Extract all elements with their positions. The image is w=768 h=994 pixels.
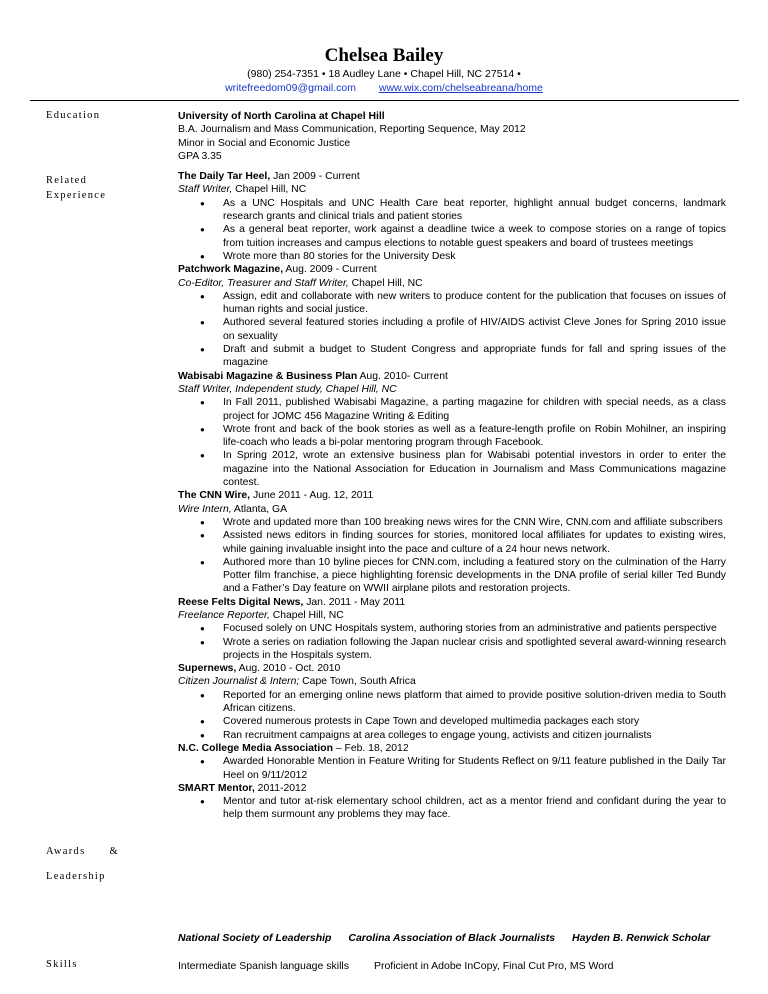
- award-item: Hayden B. Renwick Scholar: [572, 932, 711, 944]
- list-item: ● As a general beat reporter, work against a deadline twice a week to compose stories on a range of topics from tuition increases and campus elections to notable guest speakers and board of trustees meetings: [178, 223, 726, 250]
- list-item: ● In Spring 2012, wrote an extensive business plan for Wabisabi potential investors in order to enter the magazine into the National Association for Education in Journalism and Mass Communications magazine contest.: [178, 449, 726, 489]
- leadership-entry: [178, 782, 726, 822]
- list-item: ● Awarded Honorable Mention in Feature Writing for Students Reflect on 9/11 feature published in the Daily Tar Heel on 9/11/2012: [178, 755, 726, 782]
- contact-line: (980) 254-7351 • 18 Audley Lane • Chapel Hill, NC 27514 •: [247, 68, 521, 80]
- award-item: National Society of Leadership: [178, 932, 332, 944]
- minor: Minor in Social and Economic Justice: [178, 137, 351, 149]
- header-divider: [30, 100, 739, 101]
- skills-list: [178, 960, 738, 972]
- leadership-heading: SMART Mentor, 2011-2012: [178, 782, 307, 794]
- section-label-line: Awards &: [46, 846, 119, 857]
- section-related-experience: [46, 173, 106, 203]
- list-item: ● Draft and submit a budget to Student Congress and appropriate funds for fall and spring issues of the magazine: [178, 343, 726, 370]
- award-item: Carolina Association of Black Journalists: [348, 932, 556, 944]
- section-label-line: Leadership: [46, 871, 106, 882]
- section-label-line: Related: [46, 175, 88, 186]
- job-heading: Supernews, Aug. 2010 - Oct. 2010: [178, 663, 341, 675]
- section-skills: Skills: [46, 959, 78, 970]
- section-education: Education: [46, 110, 101, 121]
- list-item: ● Focused solely on UNC Hospitals system, authoring stories from an administrative and patients perspective: [178, 622, 726, 635]
- job-heading: Patchwork Magazine, Aug. 2009 - Current: [178, 264, 377, 276]
- job-role: Staff Writer, Chapel Hill, NC: [178, 184, 307, 196]
- list-item: ● Assign, edit and collaborate with new writers to produce content for the publication that focuses on issues of human rights and social justice.: [178, 290, 726, 317]
- job-role: Staff Writer, Independent study, Chapel Hill, NC: [178, 383, 397, 395]
- awards-list: [178, 932, 738, 944]
- resume-name: Chelsea Bailey: [324, 45, 444, 66]
- resume-body: [178, 110, 726, 822]
- job-heading: Wabisabi Magazine & Business Plan Aug. 2010- Current: [178, 370, 448, 382]
- job-entry: [178, 370, 726, 490]
- list-item: ● Wrote a series on radiation following the Japan nuclear crisis and spotlighted several award-winning research projects in the Hospitals system.: [178, 636, 726, 663]
- school-name: University of North Carolina at Chapel Hill: [178, 111, 385, 122]
- job-heading: Reese Felts Digital News, Jan. 2011 - May 2011: [178, 596, 406, 608]
- job-entry: [178, 263, 726, 369]
- job-role: Freelance Reporter, Chapel Hill, NC: [178, 609, 344, 621]
- list-item: ● As a UNC Hospitals and UNC Health Care beat reporter, highlight annual budget concerns, landmark research grants and clinical trials and patient stories: [178, 197, 726, 224]
- leadership-heading: N.C. College Media Association – Feb. 18, 2012: [178, 742, 409, 754]
- list-item: ● Reported for an emerging online news platform that aimed to provide positive solution-driven media to South African citizens.: [178, 689, 726, 716]
- contact-links: [0, 82, 768, 94]
- skill-item: Proficient in Adobe InCopy, Final Cut Pro, MS Word: [373, 960, 614, 972]
- gpa: GPA 3.35: [178, 150, 222, 162]
- list-item: ● Covered numerous protests in Cape Town and developed multimedia packages each story: [178, 715, 726, 728]
- job-entry: [178, 662, 726, 742]
- list-item: ● Wrote and updated more than 100 breaking news wires for the CNN Wire, CNN.com and affiliate subscribers: [178, 516, 726, 529]
- job-role: Citizen Journalist & Intern; Cape Town, South Africa: [178, 676, 416, 688]
- job-heading: The Daily Tar Heel, Jan 2009 - Current: [178, 171, 360, 183]
- list-item: ● Ran recruitment campaigns at area colleges to engage young, activists and citizen journalists: [178, 729, 726, 742]
- skill-item: Intermediate Spanish language skills: [178, 960, 350, 972]
- list-item: ● Authored several featured stories including a profile of HIV/AIDS activist Cleve Jones for Spring 2010 issue on sexuality: [178, 316, 726, 343]
- section-label-line: Experience: [46, 190, 107, 201]
- list-item: ● Authored more than 10 byline pieces for CNN.com, including a featured story on the culmination of the Harry Potter film franchise, a piece highlighting forensic developments in the DNA profile of serial killer Ted Bundy and a Father’s Day feature on WWII airplane pilots and restoration projects.: [178, 556, 726, 596]
- list-item: ● Wrote front and back of the book stories as well as a feature-length profile on Robin Mohilner, an inspiring life-coach who leads a bi-polar mentoring program through Facebook.: [178, 423, 726, 450]
- job-role: Co-Editor, Treasurer and Staff Writer, Chapel Hill, NC: [178, 277, 423, 289]
- job-entry: [178, 596, 726, 662]
- job-heading: The CNN Wire, June 2011 - Aug. 12, 2011: [178, 490, 374, 502]
- degree: B.A. Journalism and Mass Communication, Reporting Sequence, May 2012: [178, 124, 526, 136]
- list-item: ● Mentor and tutor at-risk elementary school children, act as a mentor friend and confidant during the year to help them surmount any problems they may face.: [178, 795, 726, 822]
- leadership-entry: [178, 742, 726, 782]
- job-role: Wire Intern, Atlanta, GA: [178, 503, 288, 515]
- job-entry: [178, 170, 726, 263]
- list-item: ● Assisted news editors in finding sources for stories, monitored local affiliates for updates to existing wires, while gaining invaluable insight into the pace and culture of a 24 hour news network.: [178, 529, 726, 556]
- list-item: ● In Fall 2011, published Wabisabi Magazine, a parting magazine for children with special needs, as a class project for JOMC 456 Magazine Writing & Editing: [178, 396, 726, 423]
- email-link[interactable]: writefreedom09@gmail.com: [225, 82, 356, 94]
- website-link[interactable]: www.wix.com/chelseabreana/home: [378, 82, 543, 94]
- list-item: ● Wrote more than 80 stories for the University Desk: [178, 250, 726, 263]
- job-entry: [178, 489, 726, 595]
- section-awards-leadership: [46, 844, 119, 884]
